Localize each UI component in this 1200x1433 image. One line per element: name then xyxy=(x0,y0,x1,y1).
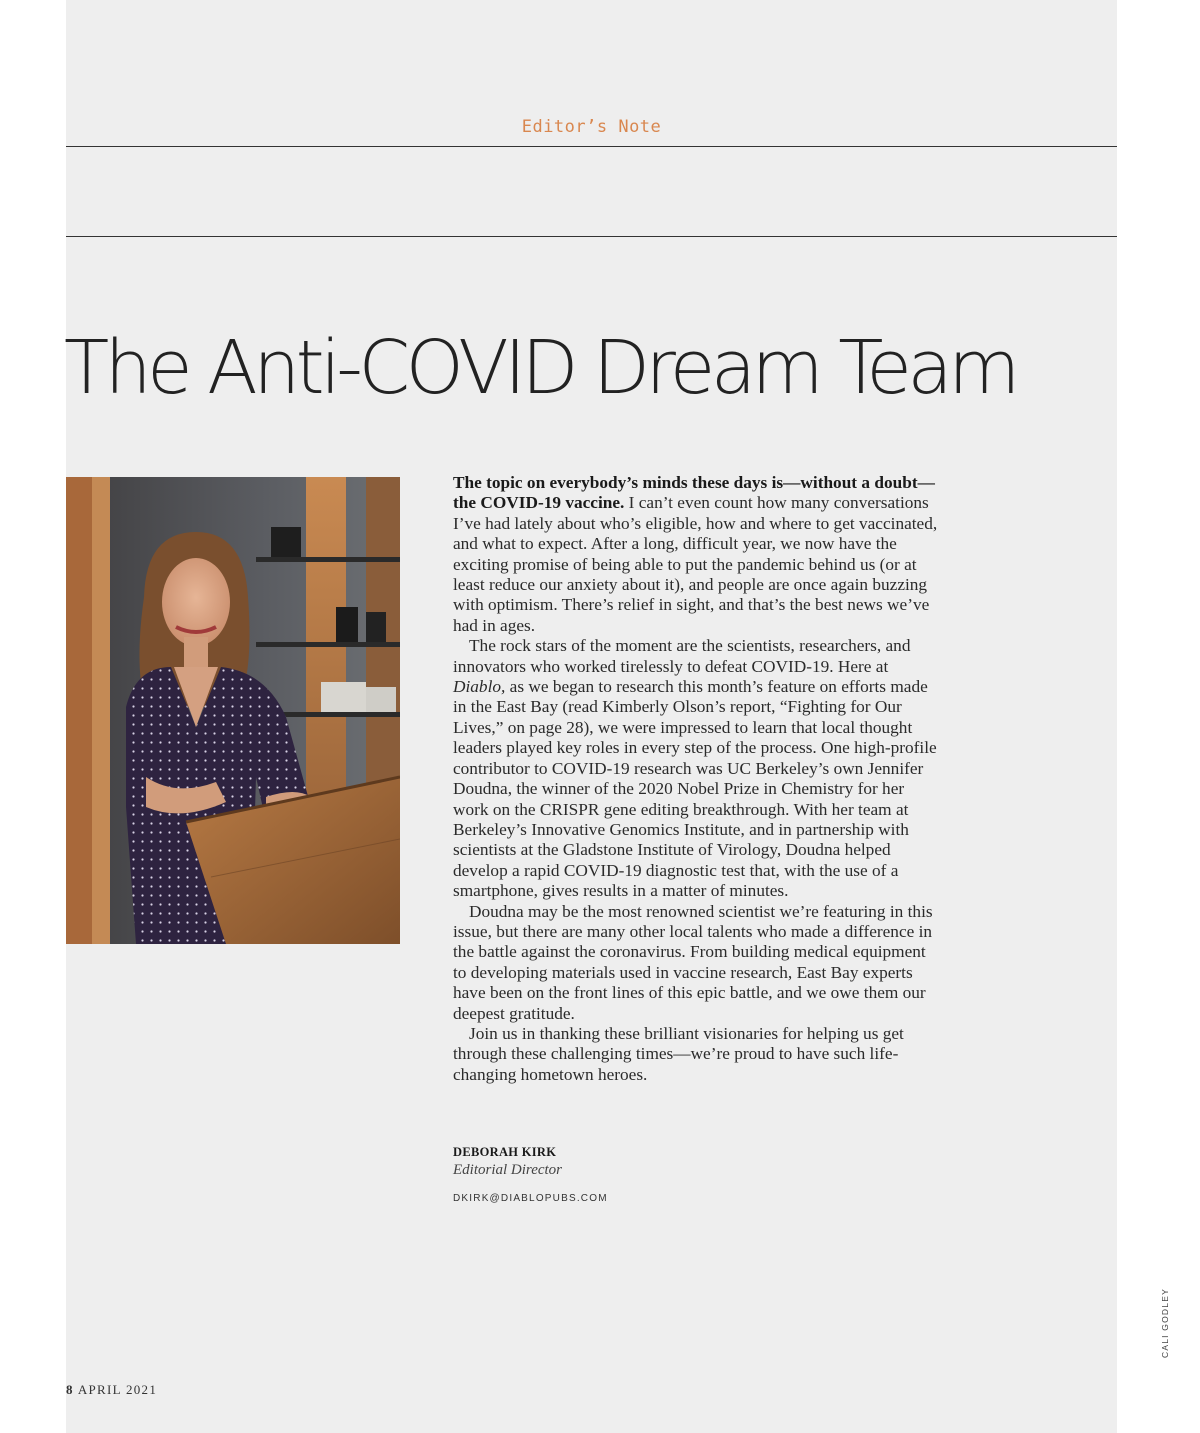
author-title: Editorial Director xyxy=(453,1162,563,1178)
divider-bottom xyxy=(66,236,1117,237)
author-email-link[interactable]: DKIRK@DIABLOPUBS.COM xyxy=(453,1193,608,1204)
editor-note-article xyxy=(453,473,943,1085)
publication-name: Diablo, xyxy=(453,677,506,697)
article-paragraph xyxy=(453,473,943,636)
article-paragraph: Doudna may be the most renowned scientist we’re featuring in this issue, but there are many other local talents who made a difference in the battle against the coronavirus. From building medical equipment to developing materials used in vaccine research, East Bay experts have been on the front lines of this epic battle, and we owe them our deepest gratitude. xyxy=(453,901,933,1023)
article-paragraph: Join us in thanking these brilliant visionaries for helping us get through these challenging times—we’re proud to have such life-changing hometown heroes. xyxy=(453,1023,904,1084)
page-number: 8 xyxy=(66,1382,74,1397)
article-lead: The topic on everybody’s minds these days is—without a doubt—the COVID-19 vaccine. xyxy=(453,473,935,513)
headline: The Anti-COVID Dream Team xyxy=(64,325,1016,411)
photo-credit: CALI GODLEY xyxy=(1160,1288,1170,1358)
page-folio xyxy=(66,1382,157,1398)
section-label: Editor’s Note xyxy=(521,117,662,137)
magazine-page xyxy=(66,0,1117,1433)
article-paragraph-2-text-a: The rock stars of the moment are the scientists, researchers, and innovators who worked tirelessly to defeat COVID-19. Here at xyxy=(453,636,911,676)
editor-portrait-photo xyxy=(66,477,400,944)
article-paragraph-2-text-b: as we began to research this month’s feature on efforts made in the East Bay (read Kimberly Olson’s report, “Fighting for Our Lives,” on page 28), we were impressed to learn that local thought leaders played key roles in every step of the process. One high-profile contributor to COVID-19 research was UC Berkeley’s own Jennifer Doudna, the winner of the 2020 Nobel Prize in Chemistry for her work on the CRISPR gene editing breakthrough. With her team at Berkeley’s Innovative Genomics Institute, and in partnership with scientists at the Gladstone Institute of Virology, Doudna helped develop a rapid COVID-19 diagnostic test that, with the use of a smartphone, gives results in a matter of minutes. xyxy=(453,677,937,901)
issue-date: APRIL 2021 xyxy=(77,1382,158,1397)
article-paragraph-1-text: I can’t even count how many conversations I’ve had lately about who’s eligible, how and where to get vaccinated, and what to expect. After a long, difficult year, we now have the exciting promise of being able to put the pandemic behind us (or at least reduce our anxiety about it), and people are once again buzzing with optimism. There’s relief in sight, and that’s the best news we’ve had in ages. xyxy=(453,493,938,635)
article-paragraph xyxy=(453,636,943,901)
divider-top xyxy=(66,146,1117,147)
author-name: DEBORAH KIRK xyxy=(453,1145,557,1159)
